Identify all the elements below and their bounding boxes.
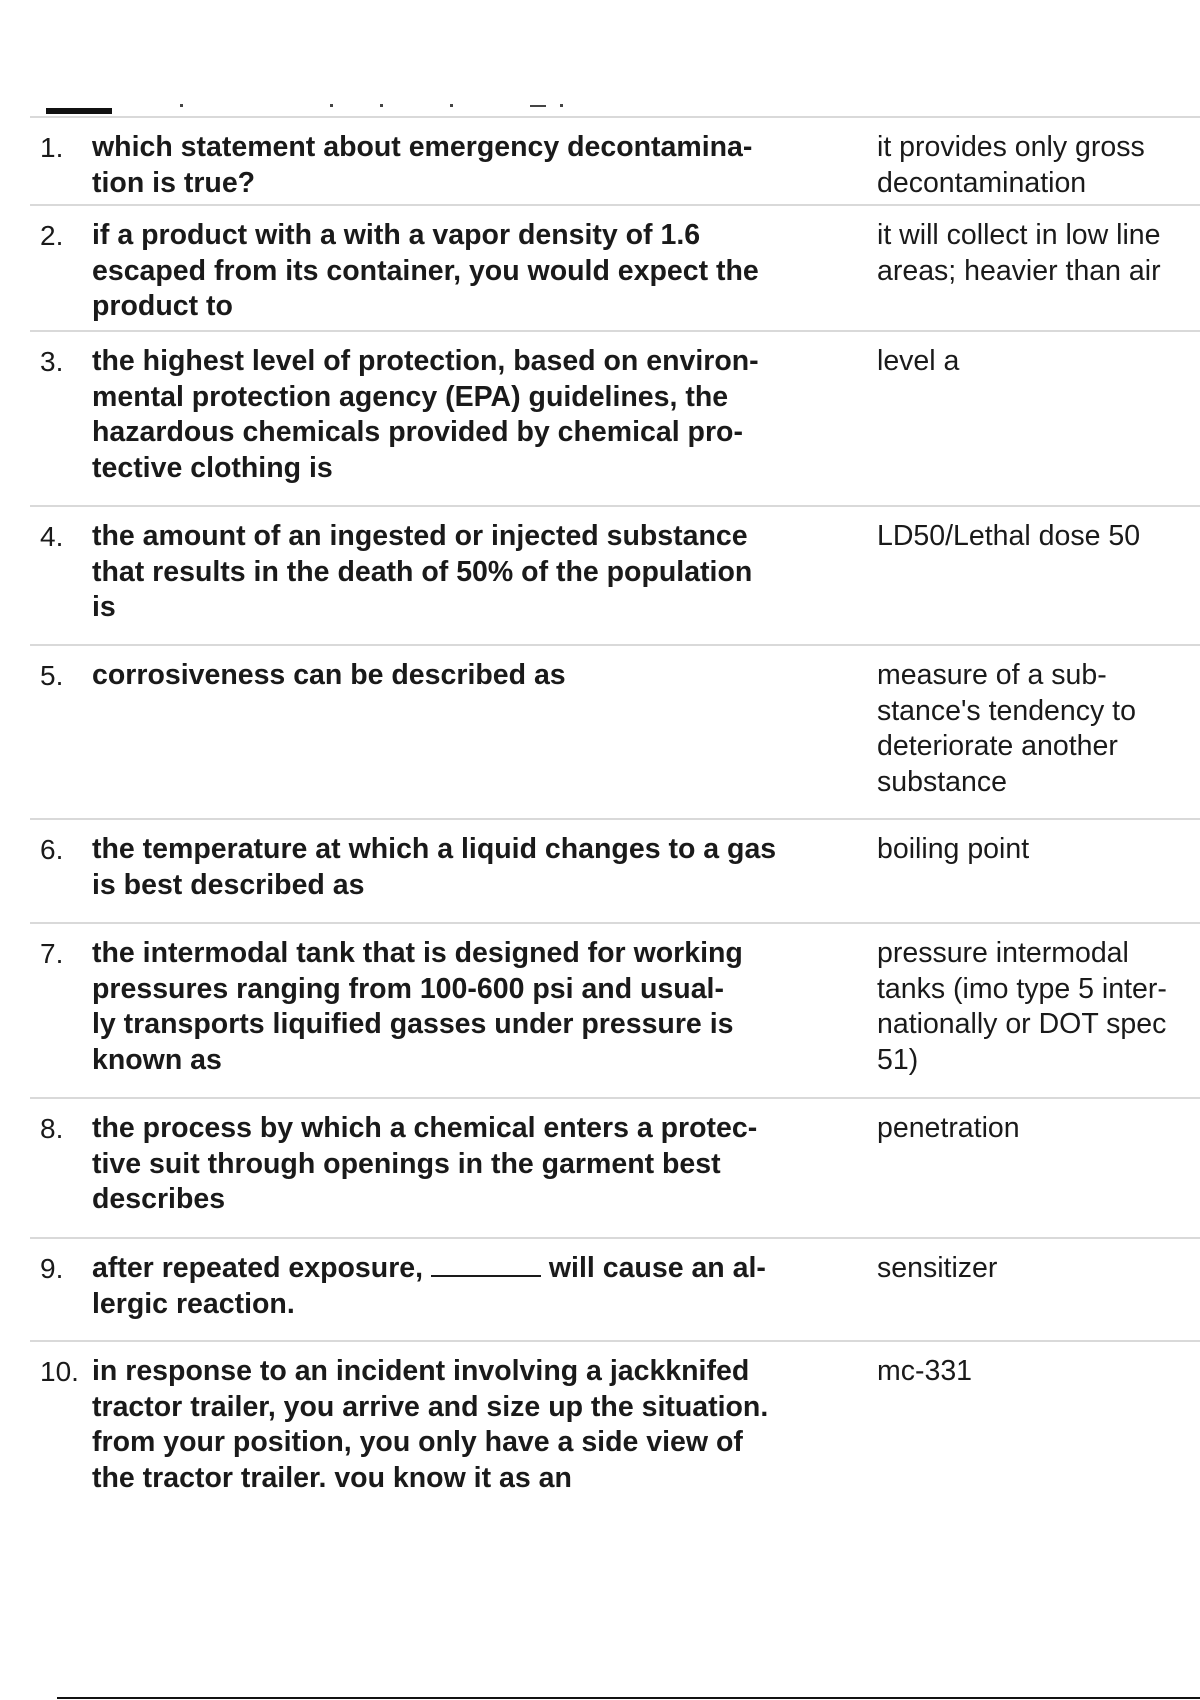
answer-text: LD50/Lethal dose 50 xyxy=(877,520,1141,552)
question-text-after-blank: will cause an al- lergic reaction. xyxy=(92,1252,766,1320)
answer-text: boiling point xyxy=(877,833,1030,865)
question-number: 10. xyxy=(40,1356,79,1387)
answer-text: level a xyxy=(877,345,960,377)
cropped-header-remnant xyxy=(30,88,1200,118)
qa-row xyxy=(30,1342,1200,1517)
cropped-mark xyxy=(180,104,183,107)
qa-row xyxy=(30,1099,1200,1239)
cropped-mark xyxy=(380,104,383,107)
question-text: the process by which a chemical enters a protec- tive suit through openings in the garment best describes xyxy=(92,1112,758,1215)
question-text: in response to an incident involving a jackknifed tractor trailer, you arrive and size up the situation. from your position, you only have a side view of the tractor trailer. vou know it as an xyxy=(92,1355,769,1494)
question-text: if a product with a with a vapor density of 1.6 escaped from its container, you would expect the product to xyxy=(92,219,759,322)
question-number: 6. xyxy=(40,834,64,865)
qa-row xyxy=(30,118,1200,206)
qa-row xyxy=(30,646,1200,820)
question-answer-list xyxy=(30,118,1200,1517)
question-number: 1. xyxy=(40,132,64,163)
answer-text: measure of a sub- stance's tendency to deteriorate another substance xyxy=(877,659,1136,798)
fill-in-blank xyxy=(431,1251,541,1277)
answer-text: it will collect in low line areas; heavier than air xyxy=(877,219,1161,287)
question-text-before-blank: after repeated exposure, xyxy=(92,1252,431,1284)
question-text: corrosiveness can be described as xyxy=(92,659,566,691)
question-number: 2. xyxy=(40,220,64,251)
question-text: the amount of an ingested or injected substance that results in the death of 50% of the population is xyxy=(92,520,753,623)
question-number: 7. xyxy=(40,938,64,969)
qa-row xyxy=(30,206,1200,332)
answer-text: penetration xyxy=(877,1112,1020,1144)
question-text xyxy=(92,1239,867,1340)
question-number: 4. xyxy=(40,521,64,552)
question-text: which statement about emergency decontamina- tion is true? xyxy=(92,131,753,199)
question-number: 8. xyxy=(40,1113,64,1144)
qa-row xyxy=(30,820,1200,924)
cropped-mark xyxy=(330,104,333,107)
question-text: the highest level of protection, based on environ- mental protection agency (EPA) guidelines, the hazardous chemicals provided by chemical pro- tective clothing is xyxy=(92,345,759,484)
qa-row xyxy=(30,332,1200,507)
cropped-logo-fragment xyxy=(46,100,112,114)
question-number: 9. xyxy=(40,1253,64,1284)
qa-row xyxy=(30,1239,1200,1342)
question-number: 3. xyxy=(40,346,64,377)
qa-row xyxy=(30,924,1200,1099)
qa-row xyxy=(30,507,1200,646)
page-bottom-rule xyxy=(57,1697,1200,1699)
question-text: the temperature at which a liquid changes to a gas is best described as xyxy=(92,833,777,901)
cropped-mark xyxy=(560,104,563,107)
answer-text: mc-331 xyxy=(877,1355,973,1387)
question-text: the intermodal tank that is designed for working pressures ranging from 100-600 psi and usual- ly transports liquified gasses under pressure is known as xyxy=(92,937,743,1076)
cropped-mark xyxy=(530,105,546,107)
answer-text: it provides only gross decontamination xyxy=(877,131,1145,199)
answer-text: pressure intermodal tanks (imo type 5 inter- nationally or DOT spec 51) xyxy=(877,937,1167,1076)
question-number: 5. xyxy=(40,660,64,691)
cropped-mark xyxy=(450,104,453,107)
answer-text: sensitizer xyxy=(877,1252,998,1284)
